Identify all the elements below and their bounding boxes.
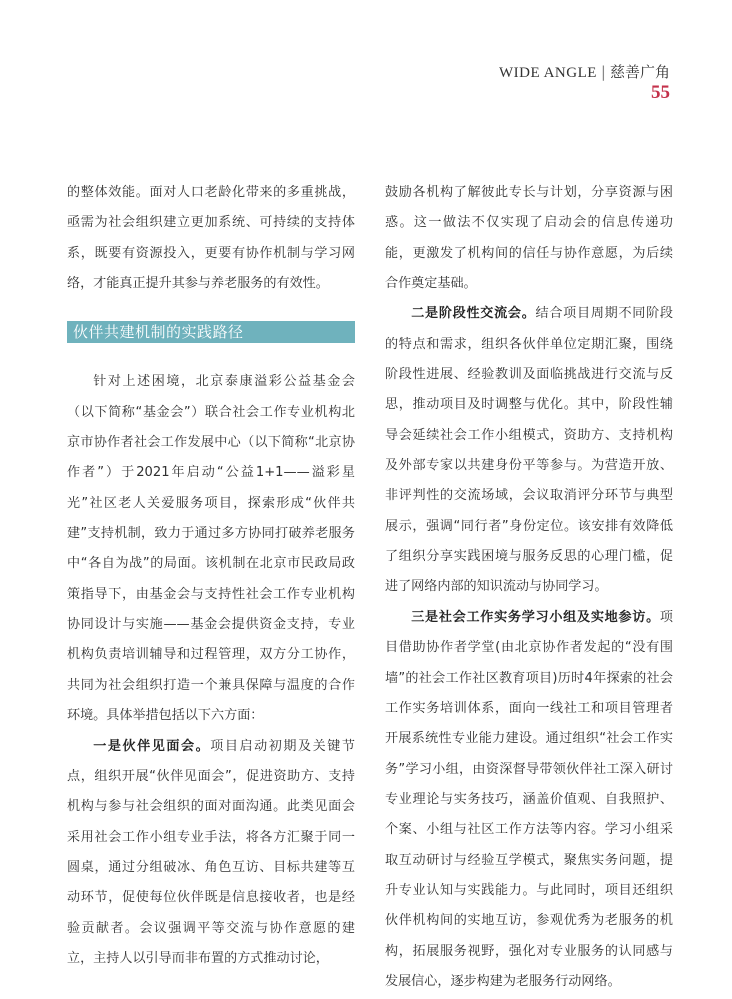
body-paragraph-2 [67,732,355,975]
body-paragraph-4 [385,603,673,997]
body-paragraph-1: 针对上述困境，北京泰康溢彩公益基金会（以下简称“基金会”）联合社会工作专业机构北京市协作者社会工作发展中心（以下简称“北京协作者”）于2021年启动“公益1+1——溢彩星光”社区老人关爱服务项目，探索形成“伙伴共建”支持机制，致力于通过多方协同打破养老服务中“各自为战”的局面。该机制在北京市民政局政策指导下，由基金会与支持性社会工作专业机构协同设计与实施——基金会提供资金支持，专业机构负责培训辅导和过程管理，双方分工协作，共同为社会组织打造一个兼具保障与温度的合作环境。具体举措包括以下六方面： [67,374,355,724]
left-column [67,178,355,974]
paragraph-lead: 二是阶段性交流会。 [411,306,536,322]
paragraph-body: 项目借助协作者学堂(由北京协作者发起的“没有围墙”的社会工作社区教育项目)历时4年探索的社会工作实务培训体系，面向一线社工和项目管理者开展系统性专业能力建设。通过组织“社会工作实务”学习小组，由资深督导带领伙伴社工深入研讨专业理论与实务技巧，涵盖价值观、自我照护、个案、小组与社区工作方法等内容。学习小组采取互动研讨与经验互学模式，聚焦实务问题，提升专业认知与实践能力。与此同时，项目还组织伙伴机构间的实地互访，参观优秀为老服务的机构，拓展服务视野，强化对专业服务的认同感与发展信心，逐步构建为老服务行动网络。 [385,609,673,989]
body-paragraph-3 [385,299,673,602]
section-title: 伙伴共建机制的实践路径 [67,321,355,343]
right-column [385,178,673,997]
section-header [499,62,670,83]
page-header [499,62,670,103]
section-name-en: WIDE ANGLE [499,65,597,81]
page-number: 55 [651,82,670,103]
header-separator: | [600,63,606,81]
continued-paragraph: 鼓励各机构了解彼此专长与计划，分享资源与困惑。这一做法不仅实现了启动会的信息传递功能，更激发了机构间的信任与协作意愿，为后续合作奠定基础。 [385,185,673,292]
paragraph-lead: 一是伙伴见面会。 [93,738,211,754]
paragraph-body: 结合项目周期不同阶段的特点和需求，组织各伙伴单位定期汇聚，围绕阶段性进展、经验教训及面临挑战进行交流与反思，推动项目及时调整与优化。其中，阶段性辅导会延续社会工作小组模式，资助方、支持机构及外部专家以共建身份平等参与。为营造开放、非评判性的交流场域，会议取消评分环节与典型展示，强调“同行者”身份定位。该安排有效降低了组织分享实践困境与服务反思的心理门槛，促进了网络内部的知识流动与协同学习。 [385,306,673,595]
paragraph-body: 项目启动初期及关键节点，组织开展“伙伴见面会”，促进资助方、支持机构与参与社会组织的面对面沟通。此类见面会采用社会工作小组专业手法，将各方汇聚于同一圆桌，通过分组破冰、角色互访、目标共建等互动环节，促使每位伙伴既是信息接收者，也是经验贡献者。会议强调平等交流与协作意愿的建立，主持人以引导而非布置的方式推动讨论， [67,738,356,966]
intro-paragraph: 的整体效能。面对人口老龄化带来的多重挑战，亟需为社会组织建立更加系统、可持续的支持体系，既要有资源投入，更要有协作机制与学习网络，才能真正提升其参与养老服务的有效性。 [67,185,355,292]
section-name-cn: 慈善广角 [609,63,670,81]
paragraph-lead: 三是社会工作实务学习小组及实地参访。 [411,609,660,625]
